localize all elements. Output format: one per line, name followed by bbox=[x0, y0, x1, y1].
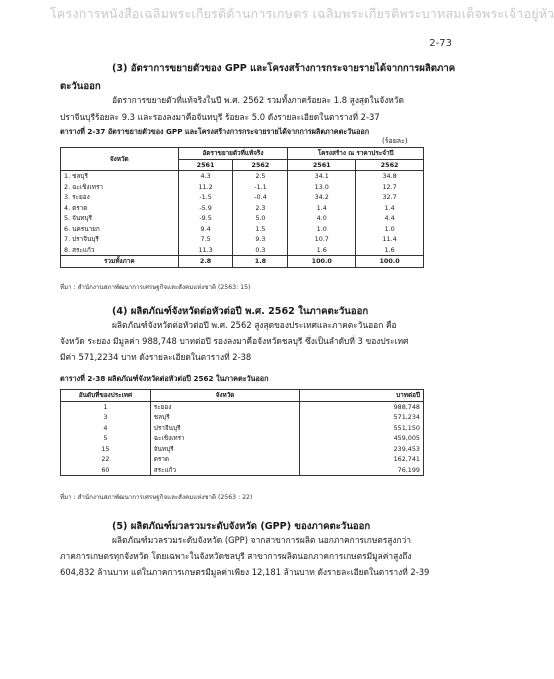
cell-province: ชลบุรี bbox=[150, 412, 300, 423]
cell-value: 0.3 bbox=[233, 245, 288, 256]
cell-total-value: 1.8 bbox=[233, 256, 288, 268]
cell-value: -5.9 bbox=[178, 203, 233, 214]
cell-province: 3. ระยอง bbox=[61, 192, 179, 203]
table-2-37 bbox=[60, 147, 424, 268]
cell-value: 10.7 bbox=[288, 234, 356, 245]
table-row bbox=[61, 433, 424, 444]
cell-province: 6. นครนายก bbox=[61, 224, 179, 235]
cell-total-value: 100.0 bbox=[288, 256, 356, 268]
cell-value: 988,748 bbox=[300, 401, 424, 412]
cell-value: -0.4 bbox=[233, 192, 288, 203]
cell-rank: 5 bbox=[61, 433, 151, 444]
cell-value: 34.8 bbox=[356, 171, 424, 182]
cell-value: 7.5 bbox=[178, 234, 233, 245]
section5-heading: (5) ผลิตภัณฑ์มวลรวมระดับจังหวัด (GPP) ของภาคตะวันออก bbox=[112, 521, 371, 532]
col-province-header: จังหวัด bbox=[61, 148, 179, 171]
year-header: 2561 bbox=[178, 159, 233, 171]
cell-value: 571,234 bbox=[300, 412, 424, 423]
year-header: 2562 bbox=[356, 159, 424, 171]
table-row bbox=[61, 182, 424, 193]
section3-heading: (3) อัตราการขยายตัวของ GPP และโครงสร้างการกระจายรายได้จากการผลิตภาค bbox=[112, 63, 456, 74]
cell-rank: 1 bbox=[61, 401, 151, 412]
table38-caption: ตารางที่ 2-38 ผลิตภัณฑ์จังหวัดต่อหัวต่อปี 2562 ในภาคตะวันออก bbox=[60, 374, 269, 383]
table38-header-row bbox=[61, 390, 424, 402]
cell-value: 1.4 bbox=[288, 203, 356, 214]
cell-value: 459,005 bbox=[300, 433, 424, 444]
table-total-row bbox=[61, 256, 424, 268]
cell-value: -1.1 bbox=[233, 182, 288, 193]
section5-paragraph: ผลิตภัณฑ์มวลรวมระดับจังหวัด (GPP) จากสาขาการผลิต นอกภาคการเกษตรสูงกว่า bbox=[112, 535, 411, 545]
col-value-header: บาทต่อปี bbox=[300, 390, 424, 402]
cell-value: 4.4 bbox=[356, 213, 424, 224]
cell-value: 11.4 bbox=[356, 234, 424, 245]
cell-value: 2.3 bbox=[233, 203, 288, 214]
cell-value: 4.3 bbox=[178, 171, 233, 182]
section4-heading: (4) ผลิตภัณฑ์จังหวัดต่อหัวต่อปี พ.ศ. 2562 ในภาคตะวันออก bbox=[112, 306, 369, 317]
cell-rank: 3 bbox=[61, 412, 151, 423]
table-row bbox=[61, 203, 424, 214]
cell-value: 2.5 bbox=[233, 171, 288, 182]
cell-value: 34.2 bbox=[288, 192, 356, 203]
year-header: 2561 bbox=[288, 159, 356, 171]
table-row bbox=[61, 192, 424, 203]
cell-province: สระแก้ว bbox=[150, 465, 300, 476]
section5-paragraph-cont: ภาคการเกษตรทุกจังหวัด โดยเฉพาะในจังหวัดชลบุรี สาขาการผลิตนอกภาคการเกษตรมีมูลค่าสูงถึง bbox=[60, 551, 412, 561]
col-growth-header: อัตราขยายตัวที่แท้จริง bbox=[178, 148, 288, 160]
col-structure-header: โครงสร้าง ณ ราคาประจำปี bbox=[288, 148, 424, 160]
cell-value: 32.7 bbox=[356, 192, 424, 203]
cell-value: 13.0 bbox=[288, 182, 356, 193]
cell-province: 7. ปราจีนบุรี bbox=[61, 234, 179, 245]
cell-value: 4.0 bbox=[288, 213, 356, 224]
cell-total-value: 100.0 bbox=[356, 256, 424, 268]
table-row bbox=[61, 444, 424, 455]
table37-source: ที่มา : สำนักงานสภาพัฒนาการเศรษฐกิจและสังคมแห่งชาติ (2563: 15) bbox=[60, 284, 251, 291]
col-province-header: จังหวัด bbox=[150, 390, 300, 402]
table-row bbox=[61, 171, 424, 182]
cell-rank: 60 bbox=[61, 465, 151, 476]
cell-province: 1. ชลบุรี bbox=[61, 171, 179, 182]
cell-value: 1.6 bbox=[356, 245, 424, 256]
year-header: 2562 bbox=[233, 159, 288, 171]
cell-value: 34.1 bbox=[288, 171, 356, 182]
cell-value: 76,199 bbox=[300, 465, 424, 476]
table-row bbox=[61, 245, 424, 256]
col-rank-header: อันดับที่ของประเทศ bbox=[61, 390, 151, 402]
table-row bbox=[61, 465, 424, 476]
cell-province: 4. ตราด bbox=[61, 203, 179, 214]
table37-header-row bbox=[61, 148, 424, 160]
table-row bbox=[61, 224, 424, 235]
table-row bbox=[61, 213, 424, 224]
section4-paragraph-cont: จังหวัด ระยอง มีมูลค่า 988,748 บาทต่อปี รองลงมาคือจังหวัดชลบุรี ซึ่งเป็นลำดับที่ 3 ของประเทศ bbox=[60, 336, 409, 346]
cell-rank: 15 bbox=[61, 444, 151, 455]
cell-value: 1.4 bbox=[356, 203, 424, 214]
cell-value: 1.0 bbox=[356, 224, 424, 235]
cell-rank: 22 bbox=[61, 454, 151, 465]
cell-province: ระยอง bbox=[150, 401, 300, 412]
cell-value: 12.7 bbox=[356, 182, 424, 193]
table38-source: ที่มา : สำนักงานสภาพัฒนาการเศรษฐกิจและสังคมแห่งชาติ (2563 : 22) bbox=[60, 494, 253, 501]
cell-value: 162,741 bbox=[300, 454, 424, 465]
cell-value: 5.0 bbox=[233, 213, 288, 224]
table-row bbox=[61, 234, 424, 245]
cell-rank: 4 bbox=[61, 423, 151, 434]
cell-province: 8. สระแก้ว bbox=[61, 245, 179, 256]
section5-paragraph-cont: 604,832 ล้านบาท แต่ในภาคการเกษตรมีมูลค่าเพียง 12,181 ล้านบาท ดังรายละเอียดในตารางที่ 2-39 bbox=[60, 567, 430, 577]
table-row bbox=[61, 412, 424, 423]
cell-province: ฉะเชิงเทรา bbox=[150, 433, 300, 444]
cell-value: -9.5 bbox=[178, 213, 233, 224]
cell-value: 1.6 bbox=[288, 245, 356, 256]
cell-value: 1.5 bbox=[233, 224, 288, 235]
table-row bbox=[61, 423, 424, 434]
section4-paragraph: ผลิตภัณฑ์จังหวัดต่อหัวต่อปี พ.ศ. 2562 สูงสุดของประเทศและภาคตะวันออก คือ bbox=[112, 320, 397, 330]
cell-value: 551,150 bbox=[300, 423, 424, 434]
cell-value: 9.4 bbox=[178, 224, 233, 235]
cell-value: 239,453 bbox=[300, 444, 424, 455]
cell-province: จันทบุรี bbox=[150, 444, 300, 455]
cell-value: 11.2 bbox=[178, 182, 233, 193]
cell-value: 1.0 bbox=[288, 224, 356, 235]
cell-value: -1.5 bbox=[178, 192, 233, 203]
running-header: โครงการหนังสือเฉลิมพระเกียรติด้านการเกษตร เฉลิมพระเกียรติพระบาทสมเด็จพระเจ้าอยู่หัว bbox=[50, 6, 554, 21]
table-2-38 bbox=[60, 389, 424, 476]
section3-heading-cont: ตะวันออก bbox=[60, 81, 101, 92]
section3-paragraph: อัตราการขยายตัวที่แท้จริงในปี พ.ศ. 2562 รวมทั้งภาคร้อยละ 1.8 สูงสุดในจังหวัด bbox=[112, 95, 404, 105]
cell-province: 5. จันทบุรี bbox=[61, 213, 179, 224]
table37-caption: ตารางที่ 2-37 อัตราขยายตัวของ GPP และโครงสร้างการกระจายรายได้จากการผลิตภาคตะวันออก bbox=[60, 127, 370, 136]
cell-value: 11.3 bbox=[178, 245, 233, 256]
cell-value: 9.3 bbox=[233, 234, 288, 245]
cell-province: ปราจีนบุรี bbox=[150, 423, 300, 434]
page-number: 2-73 bbox=[429, 38, 452, 49]
cell-total-label: รวมทั้งภาค bbox=[61, 256, 179, 268]
section4-paragraph-cont: มีค่า 571,2234 บาท ดังรายละเอียดในตารางที่ 2-38 bbox=[60, 352, 252, 362]
table37-unit: (ร้อยละ) bbox=[382, 137, 408, 145]
table-row bbox=[61, 454, 424, 465]
table-row bbox=[61, 401, 424, 412]
cell-province: 2. ฉะเชิงเทรา bbox=[61, 182, 179, 193]
cell-total-value: 2.8 bbox=[178, 256, 233, 268]
cell-province: ตราด bbox=[150, 454, 300, 465]
section3-paragraph-cont: ปราจีนบุรีร้อยละ 9.3 และรองลงมาคือจันทบุรี ร้อยละ 5.0 ดังรายละเอียดในตารางที่ 2-37 bbox=[60, 112, 380, 122]
